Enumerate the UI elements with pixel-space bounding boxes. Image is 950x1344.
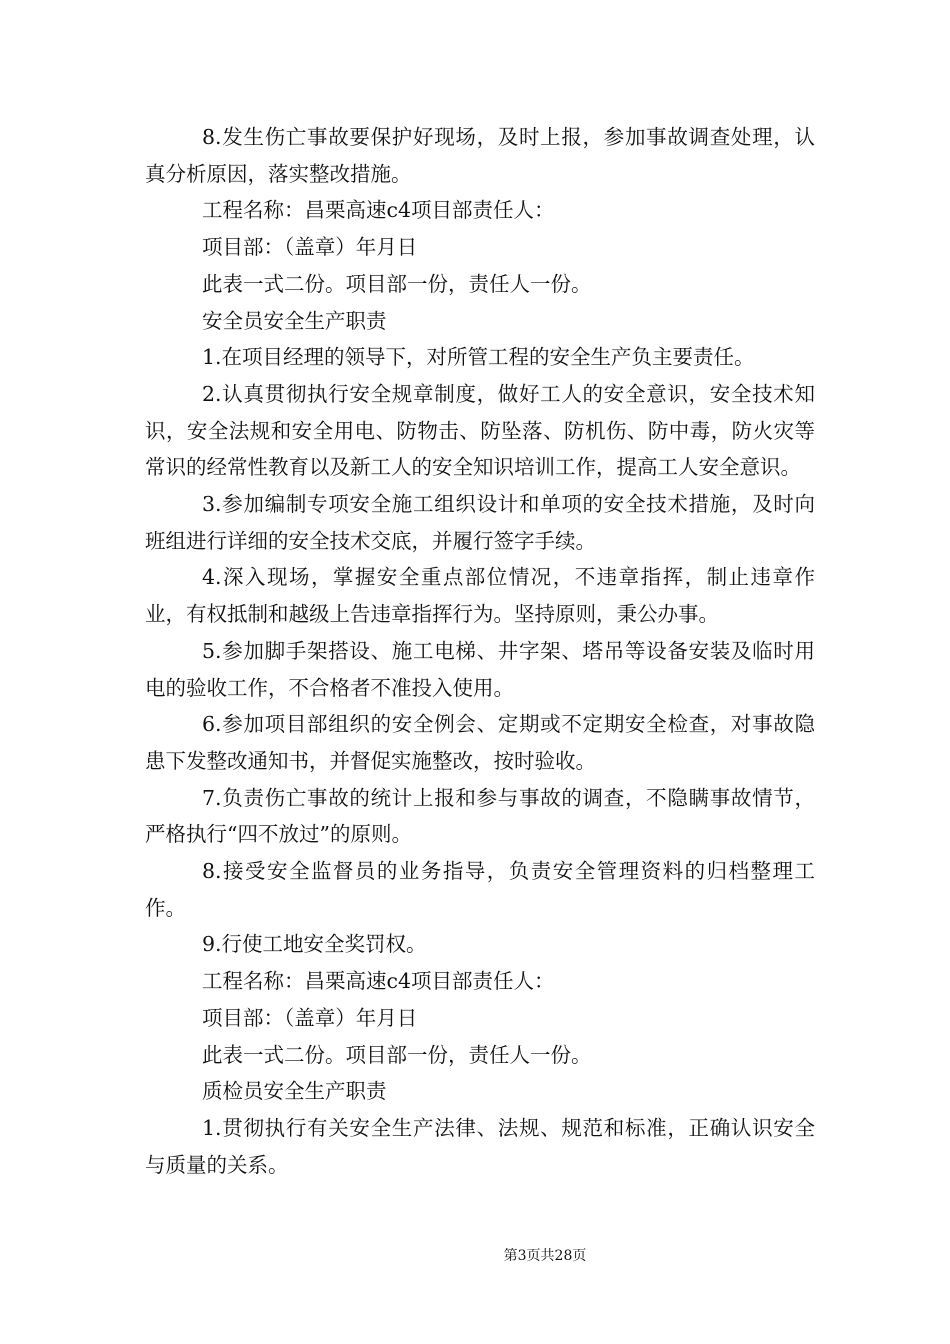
document-body (145, 119, 815, 1183)
project-name-line: 工程名称：昌栗高速c4项目部责任人： (202, 969, 555, 994)
paragraph: 6.参加项目部组织的安全例会、定期或不定期安全检查，对事故隐患下发整改通知书，并督促实施整改，按时验收。 (145, 712, 815, 773)
page-number: 第3页共28页 (503, 1248, 587, 1264)
project-seal-line: 项目部：（盖章）年月日 (202, 1005, 418, 1030)
paragraph: 3.参加编制专项安全施工组织设计和单项的安全技术措施，及时向班组进行详细的安全技术交底，并履行签字手续。 (145, 492, 815, 553)
paragraph: 8.接受安全监督员的业务指导，负责安全管理资料的归档整理工作。 (145, 859, 815, 920)
section-heading: 安全员安全生产职责 (202, 308, 387, 333)
paragraph: 2.认真贯彻执行安全规章制度，做好工人的安全意识，安全技术知识，安全法规和安全用电、防物击、防坠落、防机伤、防中毒，防火灾等常识的经常性教育以及新工人的安全知识培训工作，提高工人安全意识。 (145, 381, 815, 480)
copies-note: 此表一式二份。项目部一份，责任人一份。 (202, 1042, 592, 1067)
project-name-line: 工程名称：昌栗高速c4项目部责任人： (202, 198, 555, 223)
paragraph: 7.负责伤亡事故的统计上报和参与事故的调查，不隐瞒事故情节，严格执行“四不放过”的原则。 (145, 785, 815, 847)
project-seal-line: 项目部：（盖章）年月日 (202, 235, 418, 260)
paragraph: 1.在项目经理的领导下，对所管工程的安全生产负主要责任。 (202, 345, 755, 370)
paragraph: 9.行使工地安全奖罚权。 (202, 932, 427, 957)
paragraph: 5.参加脚手架搭设、施工电梯、井字架、塔吊等设备安装及临时用电的验收工作，不合格者不准投入使用。 (145, 638, 815, 700)
paragraph: 1.贯彻执行有关安全生产法律、法规、规范和标准，正确认识安全与质量的关系。 (145, 1115, 815, 1177)
copies-note: 此表一式二份。项目部一份，责任人一份。 (202, 271, 592, 296)
paragraph: 4.深入现场，掌握安全重点部位情况，不违章指挥，制止违章作业，有权抵制和越级上告违章指挥行为。坚持原则，秉公办事。 (145, 565, 815, 627)
paragraph: 8.发生伤亡事故要保护好现场，及时上报，参加事故调查处理，认真分析原因，落实整改措施。 (145, 125, 815, 186)
section-heading: 质检员安全生产职责 (202, 1079, 387, 1104)
